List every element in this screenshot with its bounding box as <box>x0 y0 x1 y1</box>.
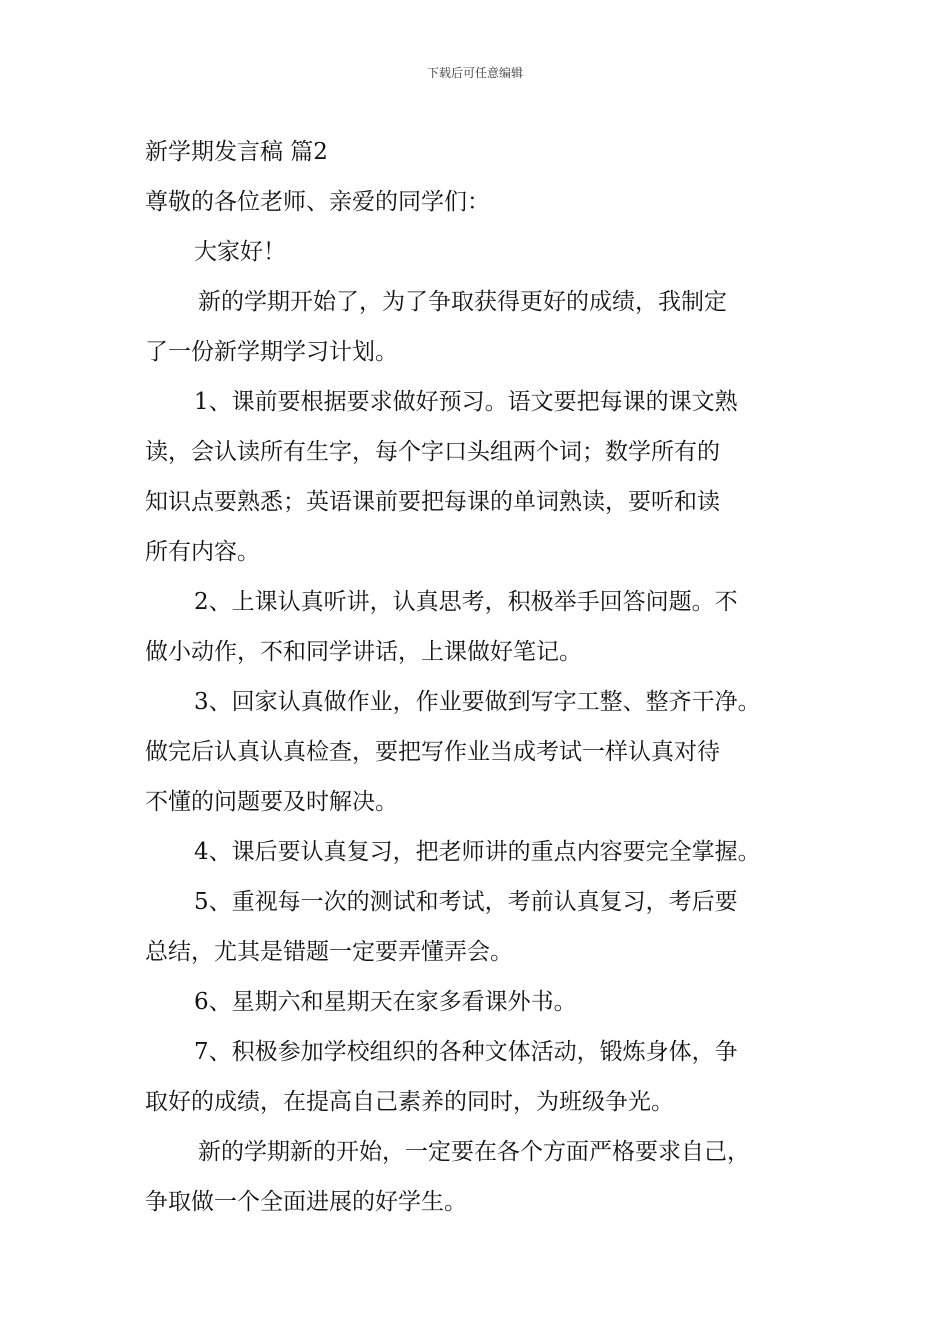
greeting: 大家好！ <box>194 239 286 265</box>
paragraph-line: 不懂的问题要及时解决。 <box>145 789 398 815</box>
paragraph-line: 3、回家认真做作业，作业要做到写字工整、整齐干净。 <box>194 689 761 715</box>
paragraph-item-3 <box>145 677 825 827</box>
paragraph-item-5 <box>145 877 825 977</box>
paragraph-item-6 <box>145 977 825 1027</box>
paragraph-line: 7、积极参加学校组织的各种文体活动，锻炼身体，争 <box>194 1039 738 1065</box>
paragraph-line: 新的学期新的开始，一定要在各个方面严格要求自己， <box>198 1139 750 1165</box>
paragraph-line: 新的学期开始了，为了争取获得更好的成绩，我制定 <box>198 289 727 315</box>
salutation: 尊敬的各位老师、亲爱的同学们： <box>145 189 490 215</box>
paragraph-line: 2、上课认真听讲，认真思考，积极举手回答问题。不 <box>194 589 738 615</box>
paragraph-intro <box>145 277 825 377</box>
paragraph-line: 读，会认读所有生字，每个字口头组两个词；数学所有的 <box>145 439 720 465</box>
paragraph-line: 取好的成绩，在提高自己素养的同时，为班级争光。 <box>145 1089 674 1115</box>
document-body <box>145 127 825 1227</box>
paragraph-line: 了一份新学期学习计划。 <box>145 339 398 365</box>
paragraph-closing <box>145 1127 825 1227</box>
paragraph-line: 做小动作，不和同学讲话，上课做好笔记。 <box>145 639 582 665</box>
paragraph-item-4 <box>145 827 825 877</box>
paragraph-item-1 <box>145 377 825 577</box>
paragraph-line: 知识点要熟悉；英语课前要把每课的单词熟读，要听和读 <box>145 489 720 515</box>
paragraph-line: 1、课前要根据要求做好预习。语文要把每课的课文熟 <box>194 389 738 415</box>
paragraph-line: 4、课后要认真复习，把老师讲的重点内容要完全掌握。 <box>194 839 761 865</box>
paragraph-line: 6、星期六和星期天在家多看课外书。 <box>194 989 577 1015</box>
document-title: 新学期发言稿 篇2 <box>145 139 328 165</box>
paragraph-line: 争取做一个全面进展的好学生。 <box>145 1189 467 1215</box>
paragraph-line: 5、重视每一次的测试和考试，考前认真复习，考后要 <box>194 889 738 915</box>
paragraph-item-2 <box>145 577 825 677</box>
paragraph-item-7 <box>145 1027 825 1127</box>
paragraph-line: 总结，尤其是错题一定要弄懂弄会。 <box>145 939 513 965</box>
paragraph-line: 所有内容。 <box>145 539 260 565</box>
paragraph-line: 做完后认真认真检查，要把写作业当成考试一样认真对待 <box>145 739 720 765</box>
page-header-note: 下载后可任意编辑 <box>426 66 523 80</box>
